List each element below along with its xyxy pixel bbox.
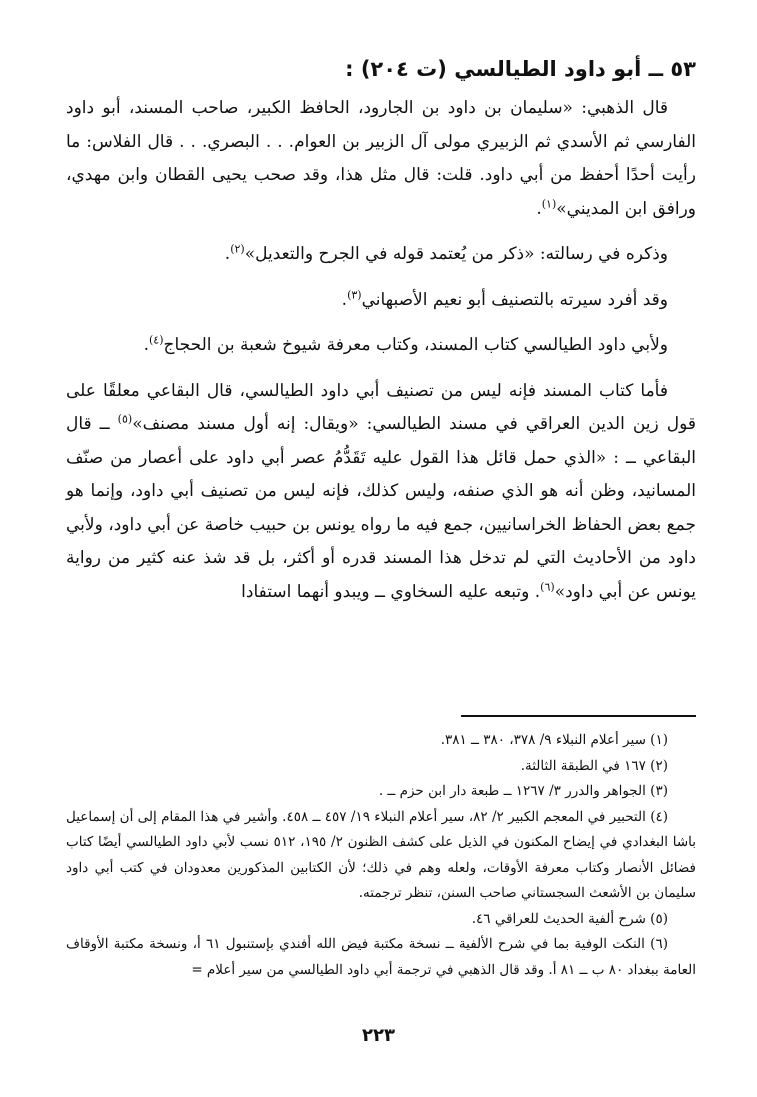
paragraph-musnad-authorship	[66, 375, 696, 610]
paragraph-end: .	[224, 244, 231, 264]
paragraph-text: ولأبي داود الطيالسي كتاب المسند، وكتاب معرفة شيوخ شعبة بن الحجاج	[163, 335, 668, 355]
paragraph-text: قال الذهبي: «سليمان بن داود بن الجارود، الحافظ الكبير، صاحب المسند، أبو داود الفارسي ثم الأسدي ثم الزبيري مولى آل الزبير بن العوام. . . البصري. . . قال الفلاس: ما رأيت أحدًا أحفظ من أبي داود. قلت: قال مثل هذا، وقد صحب يحيى القطان وابن مهدي، ورافق ابن المديني»	[66, 98, 696, 219]
footnote-4: (٤) التحبير في المعجم الكبير ٢/ ٨٢، سير أعلام النبلاء ١٩/ ٤٥٧ ــ ٤٥٨. وأشير في هذا المقام إلى أن إسماعيل باشا البغدادي في إيضاح المكنون في الذيل على كشف الظنون ٢/ ١٩٥، ٥١٢ نسب لأبي داود الطيالسي أيضًا كتاب فضائل الأنصار وكتاب معرفة الأوقات، ولعله وهم في ذلك؛ لأن الكتابين المذكورين معدودان في كتب أبي داود سليمان بن الأشعث السجستاني صاحب السنن، تنظر ترجمته.	[66, 808, 697, 901]
paragraph-text: وذكره في رسالته: «ذكر من يُعتمد قوله في الجرح والتعديل»	[244, 244, 668, 264]
footnote-ref[interactable]: (٦)	[540, 579, 555, 593]
paragraph-risala	[66, 238, 696, 272]
page-number: ٢٢٣	[362, 1025, 395, 1046]
paragraph-end: .	[536, 198, 542, 219]
paragraph-works	[66, 329, 696, 363]
footnote-ref[interactable]: (٣)	[347, 287, 362, 301]
entry-heading: ٥٣ ــ أبو داود الطيالسي (ت ٢٠٤) :	[345, 57, 696, 81]
paragraph-biography	[66, 284, 696, 318]
paragraph-end: .	[143, 335, 149, 355]
paragraph-text: . وتبعه عليه السخاوي ــ ويبدو أنهما استفادا	[241, 581, 541, 602]
footnotes-section	[66, 728, 696, 983]
footnote-ref[interactable]: (٤)	[149, 333, 164, 347]
footnote-ref[interactable]: (٢)	[230, 242, 245, 256]
paragraph-text: وقد أفرد سيرته بالتصنيف أبو نعيم الأصبهاني	[361, 289, 668, 310]
footnote-5: (٥) شرح ألفية الحديث للعراقي ٤٦.	[471, 910, 668, 927]
footnote-ref[interactable]: (٥)	[117, 412, 133, 426]
footnote-divider	[461, 715, 696, 717]
footnote-3: (٣) الجواهر والدرر ٣/ ١٢٦٧ ــ طبعة دار ابن حزم ــ .	[378, 783, 668, 799]
paragraph-text: فأما كتاب المسند فإنه ليس من تصنيف أبي داود الطيالسي، قال البقاعي معلقًا على قول زين الدين العراقي في مسند الطيالسي: «ويقال: إنه أول مسند مصنف»	[66, 380, 696, 434]
page-content	[66, 52, 697, 978]
footnote-1: (١) سير أعلام النبلاء ٩/ ٣٧٨، ٣٨٠ ــ ٣٨١.	[440, 732, 668, 748]
footnote-ref[interactable]: (١)	[541, 196, 557, 210]
paragraph-text: ــ قال البقاعي ــ : «الذي حمل قائل هذا القول عليه تَقَدُّمُ عصر أبي داود على أعصار من صنّف المسانيد، وظن أنه هو الذي صنفه، وليس كذلك، فإنه ليس من تصنيف أبي داود، وإنما هو جمع بعض الحفاظ الخراسانيين، جمع فيه ما رواه يونس بن حبيب خاصة عن أبي داود، ولأبي داود من الأحاديث التي لم تدخل هذا المسند قدره أو أكثر، بل قد شذ عنه كثير من رواية يونس عن أبي داود»	[66, 414, 696, 602]
footnote-6: (٦) النكت الوفية بما في شرح الألفية ــ نسخة مكتبة فيض الله أفندي بإستنبول ٦١ أ، ونسخة مكتبة الأوقاف العامة ببغداد ٨٠ ب ــ ٨١ أ. وقد قال الذهبي في ترجمة أبي داود الطيالسي من سير أعلام =	[66, 936, 696, 978]
footnote-2: (٢) ١٦٧ في الطبقة الثالثة.	[520, 757, 668, 774]
paragraph-dhahabi-quote	[66, 92, 696, 226]
paragraph-end: .	[341, 289, 348, 310]
